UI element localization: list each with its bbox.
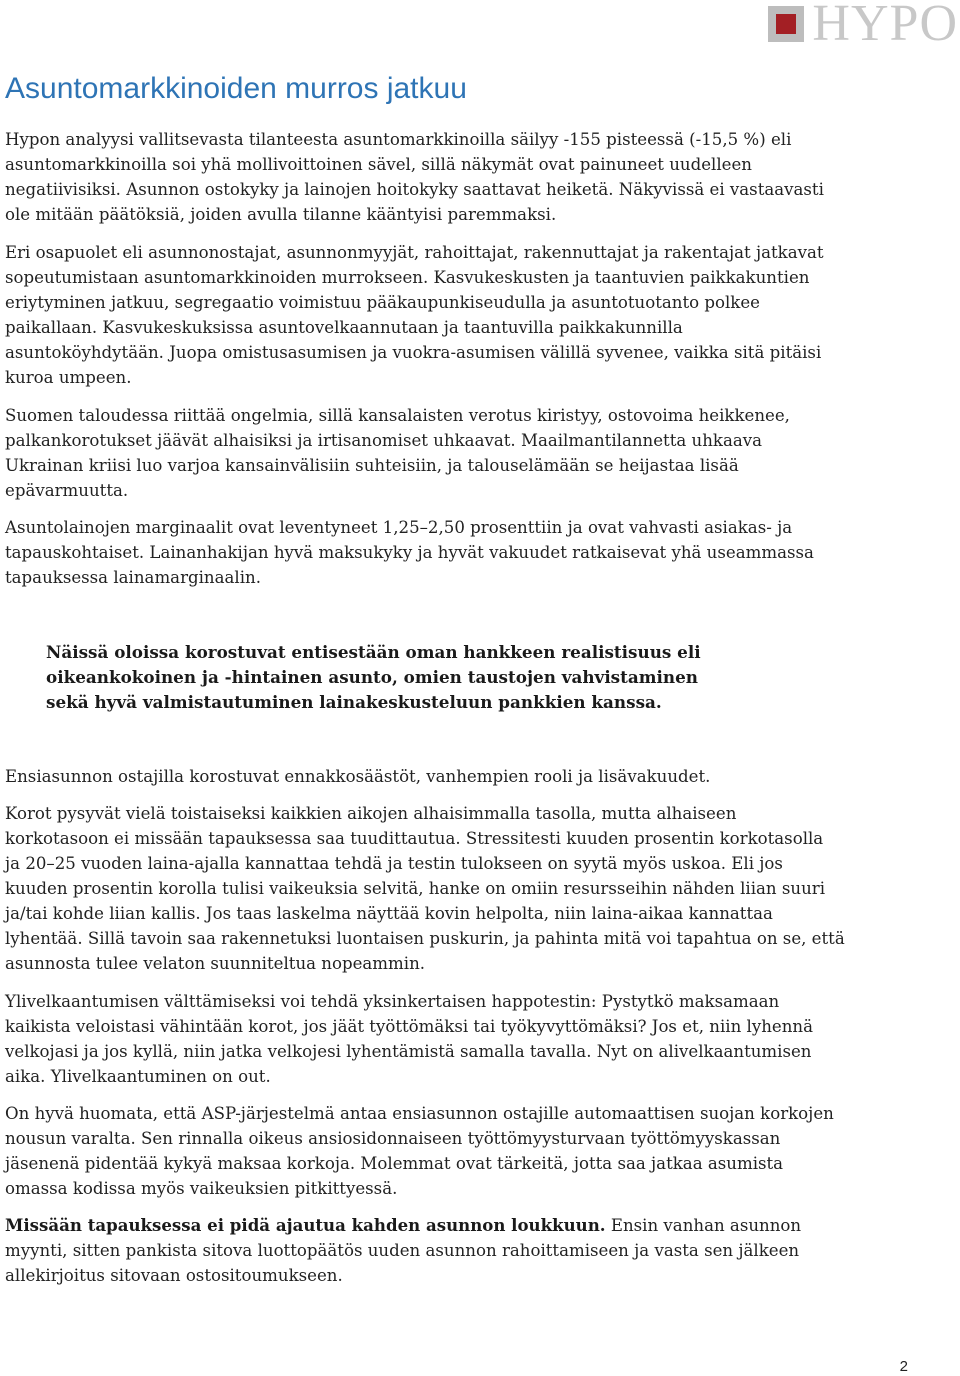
paragraph-first-buyers: [5, 764, 710, 789]
text-line: ole mitään päätöksiä, joiden avulla tilanne kääntyisi paremmaksi.: [5, 205, 557, 224]
text-line: jäsenenä pidentää kykyä maksaa korkoja. Molemmat ovat tärkeitä, jotta saa jatkaa asumista: [5, 1154, 784, 1173]
text-line: asunnosta tulee velaton suunniteltua nopeammin.: [5, 954, 426, 973]
paragraph-margins: [5, 515, 814, 590]
paragraph-economy: [5, 403, 790, 503]
text-line: lyhentää. Sillä tavoin saa rakennetuksi luontaisen puskurin, ja pahinta mitä voi tapahtua on se, että: [5, 929, 845, 948]
text-line: allekirjoitus sitovaan ostositoumukseen.: [5, 1266, 343, 1285]
text-line: epävarmuutta.: [5, 481, 129, 500]
text-line: korkotasoon ei missään tapauksessa saa tuudittautua. Stressitesti kuuden prosentin korkotasolla: [5, 829, 824, 848]
text-line: Ukrainan kriisi luo varjoa kansainvälisiin suhteisiin, ja talouselämään se heijastaa lisää: [5, 456, 739, 475]
line-rest-text: Ensin vanhan asunnon: [605, 1216, 802, 1235]
hypo-logo: [768, 0, 958, 52]
text-line: ja/tai kohde liian kallis. Jos taas laskelma näyttää kovin helpolta, niin laina-aikaa kannattaa: [5, 904, 773, 923]
text-line: Eri osapuolet eli asunnonostajat, asunnonmyyjät, rahoittajat, rakennuttajat ja rakentajat jatkavat: [5, 243, 824, 262]
text-line: [5, 1213, 801, 1238]
paragraph-over-indebtedness: [5, 989, 813, 1089]
text-line: palkankorotukset jäävät alhaisiksi ja irtisanomiset uhkaavat. Maailmantilannetta uhkaava: [5, 431, 763, 450]
text-line: kaikista veloistasi vähintään korot, jos jäät työttömäksi tai työkyvyttömäksi? Jos et, niin lyhennä: [5, 1017, 813, 1036]
text-line: nousun varalta. Sen rinnalla oikeus ansiosidonnaiseen työttömyysturvaan työttömyyskassan: [5, 1129, 781, 1148]
text-line: On hyvä huomata, että ASP-järjestelmä antaa ensiasunnon ostajille automaattisen suojan korkojen: [5, 1104, 834, 1123]
text-line: omassa kodissa myös vaikeuksien pitkittyessä.: [5, 1179, 398, 1198]
text-line: Suomen taloudessa riittää ongelmia, sillä kansalaisten verotus kiristyy, ostovoima heikkenee,: [5, 406, 790, 425]
paragraph-parties: [5, 240, 824, 390]
text-line: paikallaan. Kasvukeskuksissa asuntovelkaannutaan ja taantuvilla paikkakunnilla: [5, 318, 683, 337]
emphasis-line: oikeankokoinen ja -hintainen asunto, omien taustojen vahvistaminen: [46, 667, 698, 687]
text-line: sopeutumistaan asuntomarkkinoiden murrokseen. Kasvukeskusten ja taantuvien paikkakuntien: [5, 268, 810, 287]
text-line: kuuden prosentin korolla tulisi vaikeuksia selvitä, hanke on omiin resursseihin nähden liian suuri: [5, 879, 826, 898]
paragraph-two-homes-trap: [5, 1213, 801, 1288]
page-title: Asuntomarkkinoiden murros jatkuu: [5, 72, 467, 105]
logo-text: HYPO: [812, 0, 958, 52]
text-line: Ensiasunnon ostajilla korostuvat ennakkosäästöt, vanhempien rooli ja lisävakuudet.: [5, 767, 711, 786]
page-number: 2: [899, 1358, 908, 1375]
text-line: eriytyminen jatkuu, segregaatio voimistuu pääkaupunkiseudulla ja asuntotuotanto polkee: [5, 293, 760, 312]
emphasis-line: sekä hyvä valmistautuminen lainakeskusteluun pankkien kanssa.: [46, 692, 662, 712]
emphasis-line: Näissä oloissa korostuvat entisestään oman hankkeen realistisuus eli: [46, 642, 701, 662]
text-line: myynti, sitten pankista sitova luottopäätös uuden asunnon rahoittamiseen ja vasta sen jälkeen: [5, 1241, 800, 1260]
emphasis-block: [46, 640, 701, 715]
text-line: asuntoköyhdytään. Juopa omistusasumisen ja vuokra-asumisen välillä syvenee, vaikka sitä pitäisi: [5, 343, 822, 362]
text-line: tapauksessa lainamarginaalin.: [5, 568, 261, 587]
text-line: aika. Ylivelkaantuminen on out.: [5, 1067, 271, 1086]
text-line: asuntomarkkinoilla soi yhä mollivoittoinen sävel, sillä näkymät ovat painuneet uudelleen: [5, 155, 752, 174]
text-line: Korot pysyvät vielä toistaiseksi kaikkien aikojen alhaisimmalla tasolla, mutta alhaiseen: [5, 804, 737, 823]
bold-lead-text: Missään tapauksessa ei pidä ajautua kahden asunnon loukkuun.: [5, 1215, 606, 1235]
text-line: tapauskohtaiset. Lainanhakijan hyvä maksukyky ja hyvät vakuudet ratkaisevat yhä useammassa: [5, 543, 814, 562]
logo-square-icon: [768, 6, 804, 42]
text-line: Ylivelkaantumisen välttämiseksi voi tehdä yksinkertaisen happotestin: Pystytkö maksamaan: [5, 992, 780, 1011]
text-line: kuroa umpeen.: [5, 368, 132, 387]
text-line: Asuntolainojen marginaalit ovat leventyneet 1,25–2,50 prosenttiin ja ovat vahvasti asiakas- ja: [5, 518, 793, 537]
paragraph-asp-system: [5, 1101, 834, 1201]
paragraph-intro: [5, 127, 824, 227]
text-line: ja 20–25 vuoden laina-ajalla kannattaa tehdä ja testin tulokseen on syytä myös uskoa. Eli jos: [5, 854, 783, 873]
text-line: Hypon analyysi vallitsevasta tilanteesta asuntomarkkinoilla säilyy -155 pisteessä (-15,5 %) eli: [5, 130, 792, 149]
text-line: negatiivisiksi. Asunnon ostokyky ja lainojen hoitokyky saattavat heiketä. Näkyvissä ei vastaavasti: [5, 180, 824, 199]
paragraph-interest-rates: [5, 801, 845, 976]
text-line: velkojasi ja jos kyllä, niin jatka velkojesi lyhentämistä samalla tavalla. Nyt on alivelkaantumisen: [5, 1042, 812, 1061]
